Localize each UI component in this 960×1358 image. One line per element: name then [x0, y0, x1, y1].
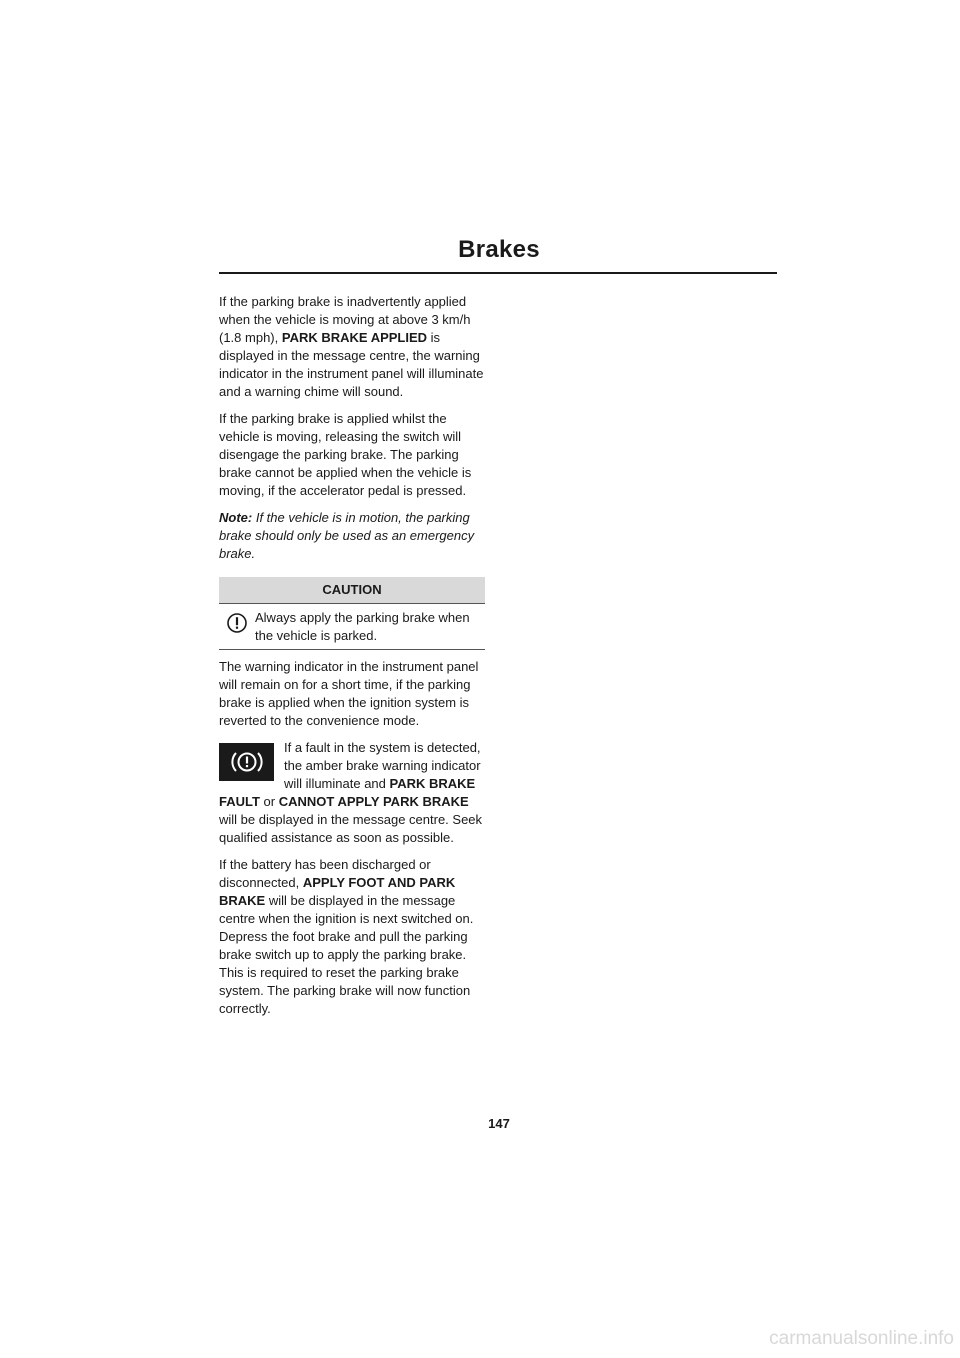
caution-box	[219, 577, 485, 650]
note-label: Note:	[219, 510, 253, 525]
page-number: 147	[488, 1116, 510, 1131]
note-text: If the vehicle is in motion, the parking brake should only be used as an emergency brake.	[219, 510, 475, 561]
caution-text: Always apply the parking brake when the vehicle is parked.	[255, 610, 470, 643]
paragraph-fault: If a fault in the system is detected, the amber brake warning indicator will illuminate and PARK BRAKE FAULT or CANNOT APPLY PARK BRAKE will be displayed in the message centre. Seek qualified assistance as soon as possible.	[219, 740, 483, 845]
text-column	[219, 293, 485, 1027]
brake-warning-icon	[219, 743, 274, 781]
message-cannot-apply-park-brake: CANNOT APPLY PARK BRAKE	[278, 794, 469, 809]
message-park-brake-fault: PARK BRAKE FAULT	[219, 776, 476, 809]
paragraph-park-brake-applied: If the parking brake is inadvertently applied when the vehicle is moving at above 3 km/h (1.8 mph), PARK BRAKE APPLIED is displayed in the message centre, the warning indicator in the instrument panel will illuminate and a warning chime will sound.	[219, 294, 484, 399]
exclamation-icon	[219, 609, 255, 645]
paragraph-moving-release: If the parking brake is applied whilst the vehicle is moving, releasing the switch will disengage the parking brake. The parking brake cannot be applied when the vehicle is moving, if the accelerator pedal is pressed.	[219, 411, 472, 498]
caution-heading: CAUTION	[219, 577, 485, 604]
message-apply-foot-and-park-brake: APPLY FOOT AND PARK BRAKE	[219, 875, 456, 908]
title-rule	[219, 272, 777, 274]
note	[219, 509, 485, 563]
page-title: Brakes	[458, 236, 540, 263]
paragraph-convenience-mode: The warning indicator in the instrument panel will remain on for a short time, if the parking brake is applied when the ignition system is reverted to the convenience mode.	[219, 659, 479, 728]
watermark: carmanualsonline.info	[769, 1328, 954, 1349]
message-park-brake-applied: PARK BRAKE APPLIED	[281, 330, 428, 345]
paragraph-battery: If the battery has been discharged or disconnected, APPLY FOOT AND PARK BRAKE will be displayed in the message centre when the ignition is next switched on. Depress the foot brake and pull the parking brake switch up to apply the parking brake. This is required to reset the parking brake system. The parking brake will now function correctly.	[219, 857, 474, 1016]
